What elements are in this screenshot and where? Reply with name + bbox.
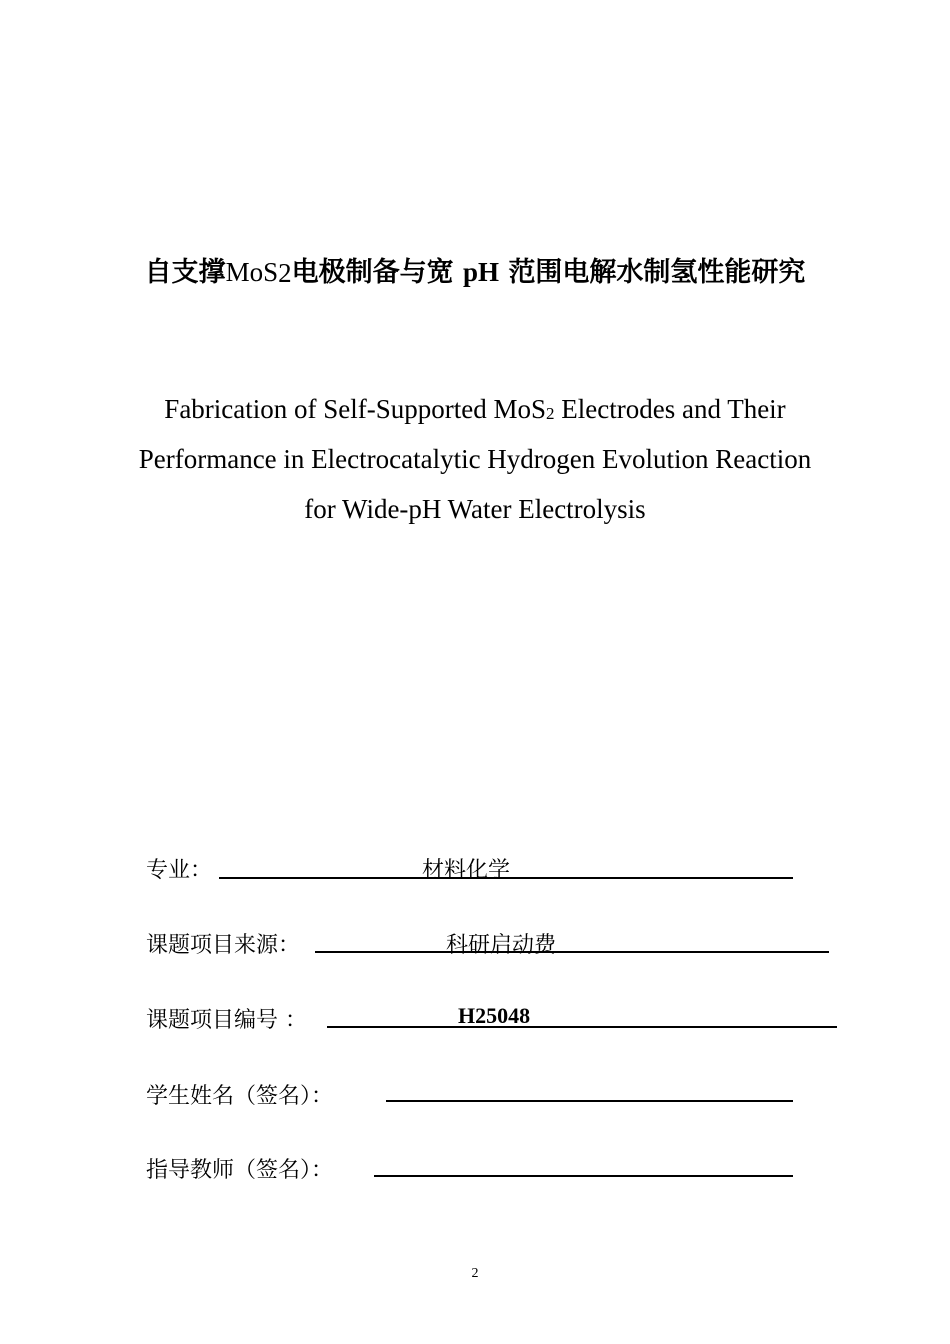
english-title-line1 xyxy=(0,394,950,425)
english-title-line3: for Wide-pH Water Electrolysis xyxy=(304,494,646,524)
english-title-line2: Performance in Electrocatalytic Hydrogen Evolution Reaction xyxy=(138,444,812,474)
major-value: 材料化学 xyxy=(422,858,511,883)
project-number-underline[interactable] xyxy=(327,1026,837,1028)
advisor-signature-label: 指导教师（签名）： xyxy=(146,1158,334,1183)
project-source-underline[interactable] xyxy=(315,951,829,953)
major-label: 专业： xyxy=(146,858,213,883)
project-number-label: 课题项目编号 ： xyxy=(146,1008,307,1033)
student-signature-label: 学生姓名（签名）： xyxy=(146,1084,334,1109)
title-cn-part3: 范围电解水制氢性能研究 xyxy=(508,257,806,288)
student-signature-underline[interactable] xyxy=(386,1100,793,1102)
project-source-label: 课题项目来源： xyxy=(146,933,301,958)
title-cn-part2: 电极制备与宽 xyxy=(291,257,454,288)
chinese-title xyxy=(0,250,950,289)
advisor-signature-underline[interactable] xyxy=(374,1175,793,1177)
title-en-line1-b: Electrodes and Their xyxy=(554,394,786,424)
page-number: 2 xyxy=(471,1266,479,1281)
project-source-value: 科研启动费 xyxy=(446,933,557,958)
title-cn-latin2: pH xyxy=(463,257,500,287)
title-en-line1-a: Fabrication of Self-Supported MoS xyxy=(164,394,547,424)
title-en-line1-subscript: 2 xyxy=(546,404,555,423)
project-number-value: H25048 xyxy=(458,1003,531,1028)
title-cn-part1: 自支撑 xyxy=(144,257,226,288)
title-cn-subscript: 2 xyxy=(278,258,292,288)
title-cn-latin1: MoS xyxy=(225,257,279,287)
